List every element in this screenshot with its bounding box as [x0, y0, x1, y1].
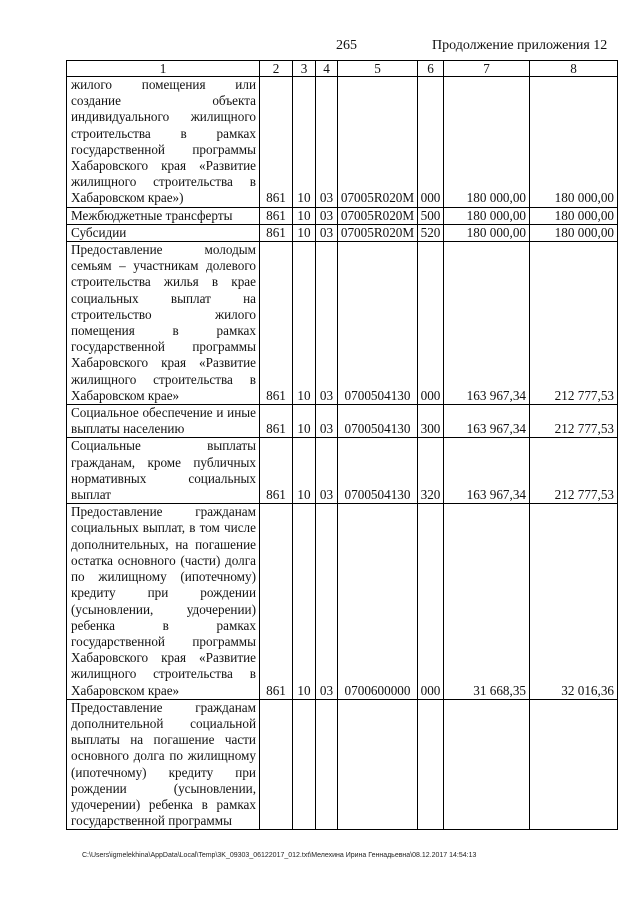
cell-name: жилого помещения или создание объекта индивидуального жилищного строительства в рамках государственной программы Хабаровского края «Развитие жилищного строительства в Хабаровском крае») — [67, 77, 260, 208]
table-row — [67, 504, 618, 699]
cell-amount-2019 — [530, 699, 618, 830]
table-row — [67, 77, 618, 208]
cell-section: 10 — [293, 438, 316, 504]
footer-path: C:\Users\igmelekhina\AppData\Local\Temp\3K_09303_06122017_012.txt\Мелехина Ирина Геннадьевна\08.12.2017 14:54:13 — [82, 852, 477, 859]
cell-section: 10 — [293, 207, 316, 224]
cell-amount-2019: 32 016,36 — [530, 504, 618, 699]
cell-code: 861 — [260, 405, 293, 438]
cell-subsection: 03 — [316, 77, 338, 208]
cell-code: 861 — [260, 207, 293, 224]
cell-name: Предоставление молодым семьям – участникам долевого строительства жилья в крае социальных выплат на строительство жилого помещения в рамках государственной программы Хабаровского края «Развитие жилищного строительства в Хабаровском крае» — [67, 242, 260, 405]
cell-code — [260, 699, 293, 830]
cell-amount-2018: 180 000,00 — [444, 224, 530, 241]
cell-expense-type: 000 — [418, 242, 444, 405]
cell-amount-2019: 180 000,00 — [530, 77, 618, 208]
cell-expense-type: 000 — [418, 504, 444, 699]
cell-amount-2019: 212 777,53 — [530, 438, 618, 504]
cell-section: 10 — [293, 77, 316, 208]
cell-code: 861 — [260, 224, 293, 241]
cell-subsection: 03 — [316, 405, 338, 438]
cell-name: Социальные выплаты гражданам, кроме публичных нормативных социальных выплат — [67, 438, 260, 504]
column-header-3: 3 — [293, 61, 316, 77]
cell-subsection: 03 — [316, 224, 338, 241]
cell-expense-type: 500 — [418, 207, 444, 224]
cell-name: Предоставление гражданам социальных выплат, в том числе дополнительных, на погашение остатка основного (части) долга по жилищному (ипотечному) кредиту при рождении (усыновлении, удочерении) ребенка в рамках государственной программы Хабаровского края «Развитие жилищного строительства в Хабаровском крае» — [67, 504, 260, 699]
cell-name: Субсидии — [67, 224, 260, 241]
table-row — [67, 699, 618, 830]
column-header-1: 1 — [67, 61, 260, 77]
cell-section — [293, 699, 316, 830]
cell-amount-2018 — [444, 699, 530, 830]
column-header-8: 8 — [530, 61, 618, 77]
column-header-4: 4 — [316, 61, 338, 77]
cell-section: 10 — [293, 504, 316, 699]
cell-amount-2018: 31 668,35 — [444, 504, 530, 699]
cell-amount-2019: 212 777,53 — [530, 242, 618, 405]
cell-target-article — [338, 699, 418, 830]
table-row — [67, 242, 618, 405]
column-header-7: 7 — [444, 61, 530, 77]
table-header-row — [67, 61, 618, 77]
budget-table — [66, 60, 618, 830]
cell-subsection: 03 — [316, 438, 338, 504]
column-header-2: 2 — [260, 61, 293, 77]
column-header-6: 6 — [418, 61, 444, 77]
cell-amount-2018: 163 967,34 — [444, 242, 530, 405]
cell-target-article: 0700600000 — [338, 504, 418, 699]
cell-name: Предоставление гражданам дополнительной социальной выплаты на погашение части основного долга по жилищному (ипотечному) кредиту при рождении (усыновлении, удочерении) ребенка в рамках государственной программы — [67, 699, 260, 830]
cell-section: 10 — [293, 405, 316, 438]
cell-subsection — [316, 699, 338, 830]
cell-amount-2018: 180 000,00 — [444, 207, 530, 224]
appendix-label: Продолжение приложения 12 — [432, 38, 608, 53]
cell-name: Межбюджетные трансферты — [67, 207, 260, 224]
cell-subsection: 03 — [316, 242, 338, 405]
table-row — [67, 405, 618, 438]
table-row — [67, 224, 618, 241]
cell-amount-2019: 180 000,00 — [530, 207, 618, 224]
cell-expense-type: 520 — [418, 224, 444, 241]
cell-expense-type: 300 — [418, 405, 444, 438]
cell-code: 861 — [260, 77, 293, 208]
cell-code: 861 — [260, 504, 293, 699]
cell-name: Социальное обеспечение и иные выплаты населению — [67, 405, 260, 438]
cell-amount-2019: 212 777,53 — [530, 405, 618, 438]
cell-section: 10 — [293, 242, 316, 405]
cell-amount-2018: 163 967,34 — [444, 405, 530, 438]
cell-code: 861 — [260, 438, 293, 504]
column-header-5: 5 — [338, 61, 418, 77]
cell-target-article: 0700504130 — [338, 242, 418, 405]
cell-expense-type: 000 — [418, 77, 444, 208]
cell-amount-2019: 180 000,00 — [530, 224, 618, 241]
cell-target-article: 07005R020M — [338, 77, 418, 208]
cell-amount-2018: 180 000,00 — [444, 77, 530, 208]
table-row — [67, 207, 618, 224]
page-number: 265 — [336, 38, 357, 53]
cell-code: 861 — [260, 242, 293, 405]
cell-expense-type — [418, 699, 444, 830]
cell-section: 10 — [293, 224, 316, 241]
cell-subsection: 03 — [316, 207, 338, 224]
cell-target-article: 0700504130 — [338, 438, 418, 504]
cell-target-article: 07005R020M — [338, 207, 418, 224]
cell-subsection: 03 — [316, 504, 338, 699]
cell-target-article: 07005R020M — [338, 224, 418, 241]
cell-amount-2018: 163 967,34 — [444, 438, 530, 504]
cell-expense-type: 320 — [418, 438, 444, 504]
cell-target-article: 0700504130 — [338, 405, 418, 438]
table-row — [67, 438, 618, 504]
